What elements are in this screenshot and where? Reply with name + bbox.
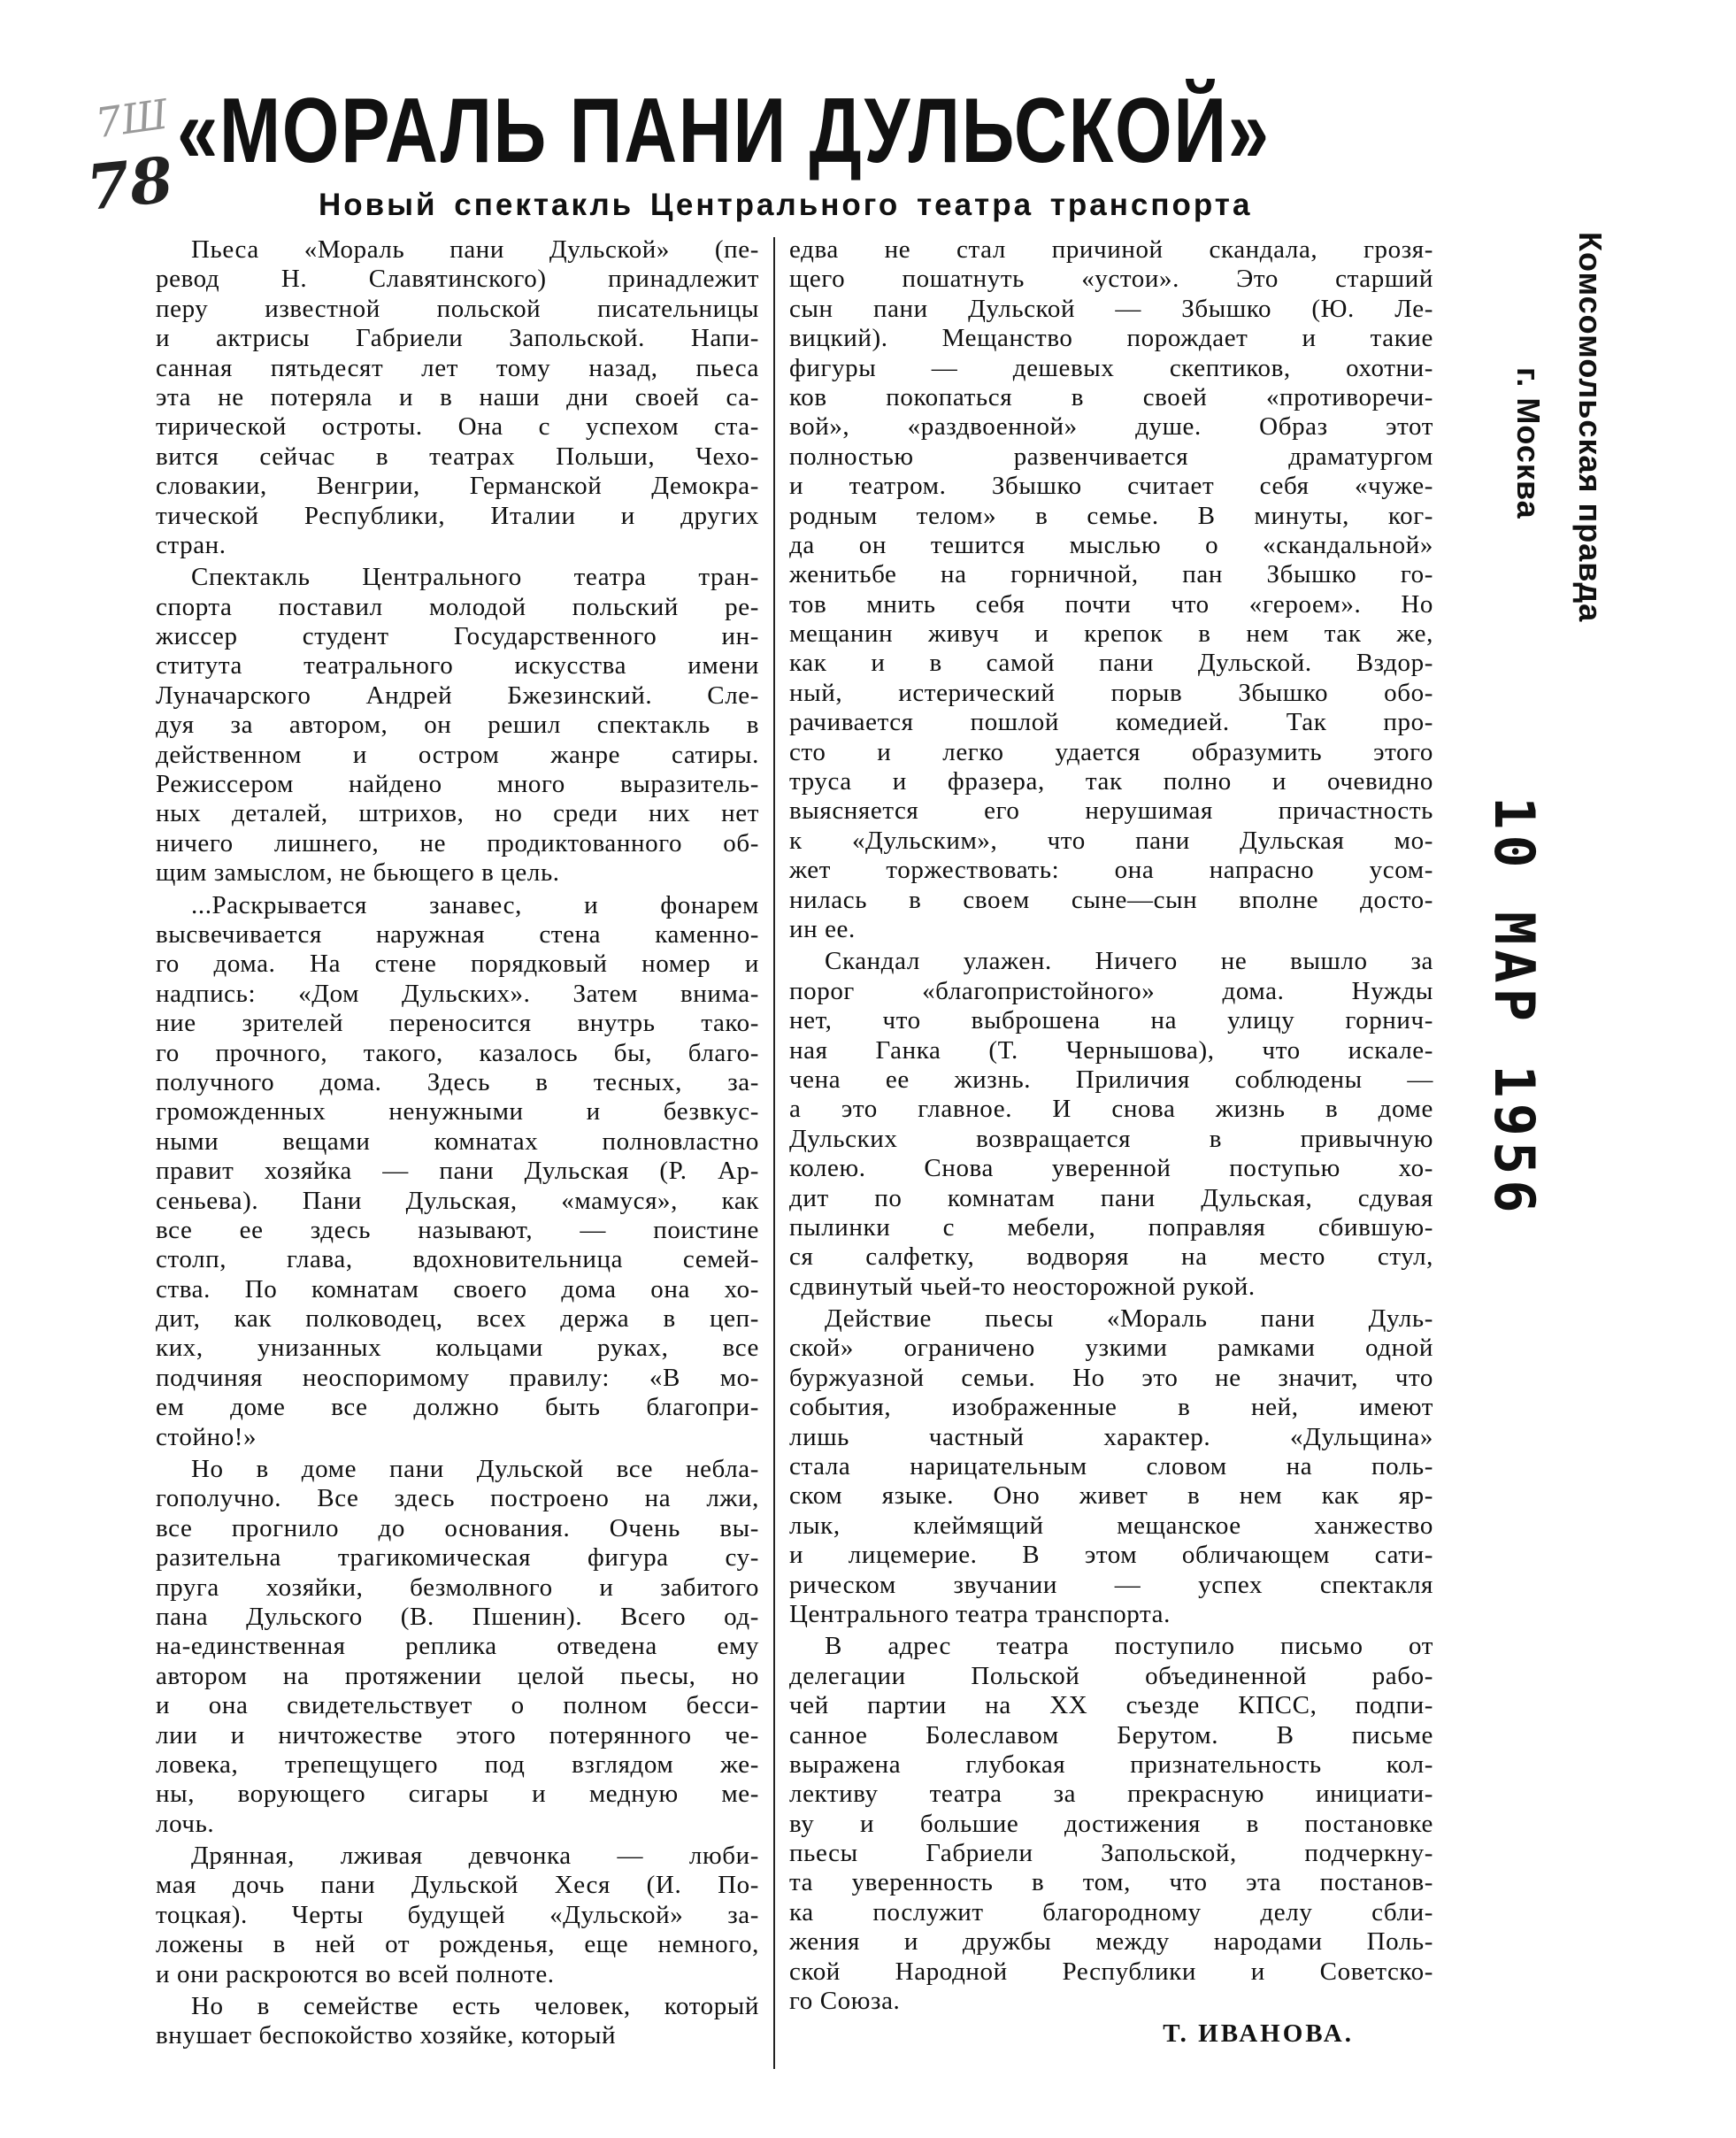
paragraph xyxy=(789,1304,1433,1629)
text-line: Режиссером найдено много выразитель- xyxy=(156,770,759,799)
text-line: Центрального театра транспорта. xyxy=(789,1599,1171,1628)
text-line: Действие пьесы «Мораль пани Дуль- xyxy=(825,1304,1433,1334)
column-body xyxy=(789,235,1433,2016)
paragraph xyxy=(156,1455,759,1839)
text-line: полностью развенчивается драматургом xyxy=(789,442,1433,471)
text-line: Пьеса «Мораль пани Дульской» (пе- xyxy=(191,235,759,264)
text-line: ем доме все должно быть благопри- xyxy=(156,1393,759,1422)
text-line: пьесы Габриели Запольской, подчеркну- xyxy=(789,1839,1433,1868)
text-line: родным телом» в семье. В минуты, ког- xyxy=(789,501,1433,530)
text-line: лочь. xyxy=(156,1809,215,1838)
text-line: едва не стал причиной скандала, грозя- xyxy=(789,235,1433,264)
text-line: труса и фразера, так полно и очевидно xyxy=(789,767,1433,796)
article-subtitle: Новый спектакль Центрального театра транспорта xyxy=(319,188,1253,222)
text-line: все ее здесь называют, — поистине xyxy=(156,1215,759,1244)
stamp-newspaper: Комсомольская правда xyxy=(1572,232,1609,623)
text-line: действенном и остром жанре сатиры. xyxy=(156,740,759,769)
text-line: дит, как полководец, всех держа в цеп- xyxy=(156,1304,759,1334)
text-line: тов мнить себя почти что «героем». Но xyxy=(789,589,1433,619)
text-line: сын пани Дульской — Збышко (Ю. Ле- xyxy=(789,294,1433,323)
text-line: ской Народной Республики и Советско- xyxy=(789,1957,1433,1986)
text-line: выясняется его нерушимая причастность xyxy=(789,796,1433,826)
handwritten-number: 78 xyxy=(82,142,177,225)
text-line: рачивается пошлой комедией. Так про- xyxy=(789,708,1433,737)
text-line: тирической остроты. Она с успехом ста- xyxy=(156,412,759,442)
text-line: высвечивается наружная стена каменно- xyxy=(156,919,759,949)
text-line: разительна трагикомическая фигура су- xyxy=(156,1543,759,1573)
text-line: получного дома. Здесь в тесных, за- xyxy=(156,1067,759,1096)
text-line: лишь частный характер. «Дульщина» xyxy=(789,1422,1433,1451)
text-line: сдвинутый чьей-то неосторожной рукой. xyxy=(789,1272,1256,1301)
text-line: как и в самой пани Дульской. Вздор- xyxy=(789,649,1433,678)
article-title: «МОРАЛЬ ПАНИ ДУЛЬСКОЙ» xyxy=(177,80,1271,182)
text-line: лии и ничтожестве этого потерянного че- xyxy=(156,1720,759,1750)
stamp-city: г. Москва xyxy=(1510,367,1547,519)
text-line: ском языке. Оно живет в нем как яр- xyxy=(789,1481,1433,1511)
text-line: порог «благопристойного» дома. Нужды xyxy=(789,976,1433,1005)
column-divider xyxy=(773,237,775,2069)
text-line: Но в семействе есть человек, который xyxy=(191,1992,759,2021)
text-line: перу известной польской писательницы xyxy=(156,294,759,323)
text-line: ин ее. xyxy=(789,914,856,943)
text-line: рическом звучании — успех спектакля xyxy=(789,1570,1433,1599)
text-line: женитьбе на горничной, пан Збышко го- xyxy=(789,560,1433,589)
paragraph xyxy=(789,235,1433,944)
text-line: подчиняя неоспоримому правилу: «В мо- xyxy=(156,1363,759,1392)
text-line: ву и большие достижения в постановке xyxy=(789,1809,1433,1838)
text-line: чей партии на XX съезде КПСС, подпи- xyxy=(789,1691,1433,1720)
text-line: правит хозяйка — пани Дульская (Р. Ар- xyxy=(156,1157,759,1186)
paragraph xyxy=(156,235,759,560)
text-line: автором на протяжении целой пьесы, но xyxy=(156,1661,759,1690)
text-line: ка послужит благородному делу сбли- xyxy=(789,1897,1433,1927)
text-line: спорта поставил молодой польский ре- xyxy=(156,592,759,621)
text-line: санное Болеславом Берутом. В письме xyxy=(789,1720,1433,1750)
text-line: делегации Польской объединенной рабо- xyxy=(789,1661,1433,1690)
text-line: мая дочь пани Дульской Хеся (И. По- xyxy=(156,1871,759,1900)
text-line: громожденных ненужными и безвкус- xyxy=(156,1097,759,1127)
text-line: столп, глава, вдохновительница семей- xyxy=(156,1245,759,1274)
text-line: на-единственная реплика отведена ему xyxy=(156,1632,759,1661)
stamp-date: 10 МАР 1956 xyxy=(1482,796,1547,1219)
text-line: ков покопаться в своей «противоречи- xyxy=(789,382,1433,411)
text-line: ловека, трепещущего под взглядом же- xyxy=(156,1750,759,1779)
article-column-left xyxy=(156,235,759,2054)
text-line: буржуазной семьи. Но это не значит, что xyxy=(789,1363,1433,1392)
text-line: пылинки с мебели, поправляя сбившую- xyxy=(789,1212,1433,1242)
paragraph xyxy=(789,1632,1433,2016)
text-line: фигуры — дешевых скептиков, охотни- xyxy=(789,353,1433,382)
text-line: и актрисы Габриели Запольской. Напи- xyxy=(156,324,759,353)
text-line: щим замыслом, не бьющего в цель. xyxy=(156,858,560,888)
text-line: вой», «раздвоенной» душе. Образ этот xyxy=(789,412,1433,442)
text-line: сеньева). Пани Дульская, «мамуся», как xyxy=(156,1186,759,1215)
text-line: словакии, Венгрии, Германской Демокра- xyxy=(156,472,759,501)
text-line: пана Дульского (В. Пшенин). Всего од- xyxy=(156,1602,759,1631)
text-line: сто и легко удается образумить этого xyxy=(789,737,1433,766)
text-line: выражена глубокая признательность кол- xyxy=(789,1750,1433,1779)
text-line: эта не потеряла и в наши дни своей са- xyxy=(156,382,759,411)
text-line: чена ее жизнь. Приличия соблюдены — xyxy=(789,1065,1433,1094)
text-line: стойно!» xyxy=(156,1422,257,1451)
text-line: ных деталей, штрихов, но среди них нет xyxy=(156,799,759,828)
text-line: щего пошатнуть «устои». Это старший xyxy=(789,265,1433,294)
text-line: пруга хозяйки, безмолвного и забитого xyxy=(156,1573,759,1602)
text-line: и лицемерие. В этом обличающем сати- xyxy=(789,1541,1433,1570)
text-line: и они раскроются во всей полноте. xyxy=(156,1959,555,1988)
text-line: к «Дульским», что пани Дульская мо- xyxy=(789,826,1433,855)
text-line: дуя за автором, он решил спектакль в xyxy=(156,711,759,740)
text-line: внушает беспокойство хозяйке, который xyxy=(156,2021,617,2050)
text-line: ской» ограничено узкими рамками одной xyxy=(789,1334,1433,1363)
text-line: ся салфетку, водворяя на место стул, xyxy=(789,1242,1433,1272)
text-line: все прогнило до основания. Очень вы- xyxy=(156,1513,759,1542)
text-line: тоцкая). Черты будущей «Дульской» за- xyxy=(156,1900,759,1929)
text-line: го дома. На стене порядковый номер и xyxy=(156,950,759,979)
text-line: колею. Снова уверенной поступью хо- xyxy=(789,1154,1433,1183)
text-line: вится сейчас в театрах Польши, Чехо- xyxy=(156,442,759,471)
text-line: мещанин живуч и крепок в нем так же, xyxy=(789,619,1433,649)
text-line: стран. xyxy=(156,530,227,559)
text-line: ...Раскрывается занавес, и фонарем xyxy=(191,890,759,919)
text-line: гополучно. Все здесь построено на лжи, xyxy=(156,1484,759,1513)
text-line: ститута театрального искусства имени xyxy=(156,651,759,681)
text-line: надпись: «Дом Дульских». Затем внима- xyxy=(156,979,759,1008)
text-line: ными вещами комнатах полновластно xyxy=(156,1127,759,1156)
text-line: ложены в ней от рожденья, еще немного, xyxy=(156,1930,759,1959)
text-line: Спектакль Центрального театра тран- xyxy=(191,563,759,592)
text-line: Дрянная, лживая девчонка — люби- xyxy=(191,1842,759,1871)
text-line: нет, что выброшена на улицу горнич- xyxy=(789,1006,1433,1035)
text-line: а это главное. И снова жизнь в доме xyxy=(789,1095,1433,1124)
article-column-right xyxy=(789,235,1433,2050)
text-line: жения и дружбы между народами Поль- xyxy=(789,1927,1433,1957)
paragraph xyxy=(156,1842,759,1989)
text-line: и театром. Збышко считает себя «чуже- xyxy=(789,472,1433,501)
text-line: жет торжествовать: она напрасно усом- xyxy=(789,856,1433,885)
paragraph xyxy=(156,563,759,888)
paragraph xyxy=(156,1992,759,2051)
text-line: тической Республики, Италии и других xyxy=(156,501,759,530)
handwritten-mark: 7Ш xyxy=(92,89,172,148)
text-line: лективу театра за прекрасную инициати- xyxy=(789,1780,1433,1809)
text-line: ства. По комнатам своего дома она хо- xyxy=(156,1274,759,1304)
text-line: В адрес театра поступило письмо от xyxy=(825,1632,1433,1661)
text-line: и она свидетельствует о полном бесси- xyxy=(156,1691,759,1720)
text-line: санная пятьдесят лет тому назад, пьеса xyxy=(156,353,759,382)
text-line: Скандал улажен. Ничего не вышло за xyxy=(825,947,1433,976)
text-line: го прочного, такого, казалось бы, благо- xyxy=(156,1038,759,1067)
text-line: ный, истерический порыв Збышко обо- xyxy=(789,678,1433,707)
text-line: вицкий). Мещанство порождает и такие xyxy=(789,324,1433,353)
text-line: ревод Н. Славятинского) принадлежит xyxy=(156,265,759,294)
paragraph xyxy=(156,891,759,1452)
text-line: да он тешится мыслью о «скандальной» xyxy=(789,530,1433,559)
text-line: та уверенность в том, что эта постанов- xyxy=(789,1868,1433,1897)
text-line: жиссер студент Государственного ин- xyxy=(156,622,759,651)
author-signature: Т. ИВАНОВА. xyxy=(1163,2019,1354,2049)
text-line: ничего лишнего, не продиктованного об- xyxy=(156,828,759,858)
text-line: ких, унизанных кольцами руках, все xyxy=(156,1334,759,1363)
text-line: дит по комнатам пани Дульская, сдувая xyxy=(789,1183,1433,1212)
text-line: нилась в своем сыне—сын вполне досто- xyxy=(789,885,1433,914)
text-line: ны, ворующего сигары и медную ме- xyxy=(156,1780,759,1809)
text-line: Дульских возвращается в привычную xyxy=(789,1124,1433,1153)
text-line: ние зрителей переносится внутрь тако- xyxy=(156,1009,759,1038)
text-line: стала нарицательным словом на поль- xyxy=(789,1452,1433,1481)
text-line: Луначарского Андрей Бжезинский. Сле- xyxy=(156,681,759,710)
text-line: Но в доме пани Дульской все небла- xyxy=(191,1455,759,1484)
text-line: го Союза. xyxy=(789,1987,901,2016)
paragraph xyxy=(789,947,1433,1302)
text-line: ная Ганка (Т. Чернышова), что искале- xyxy=(789,1035,1433,1065)
text-line: лык, клеймящий мещанское ханжество xyxy=(789,1511,1433,1540)
text-line: события, изображенные в ней, имеют xyxy=(789,1393,1433,1422)
